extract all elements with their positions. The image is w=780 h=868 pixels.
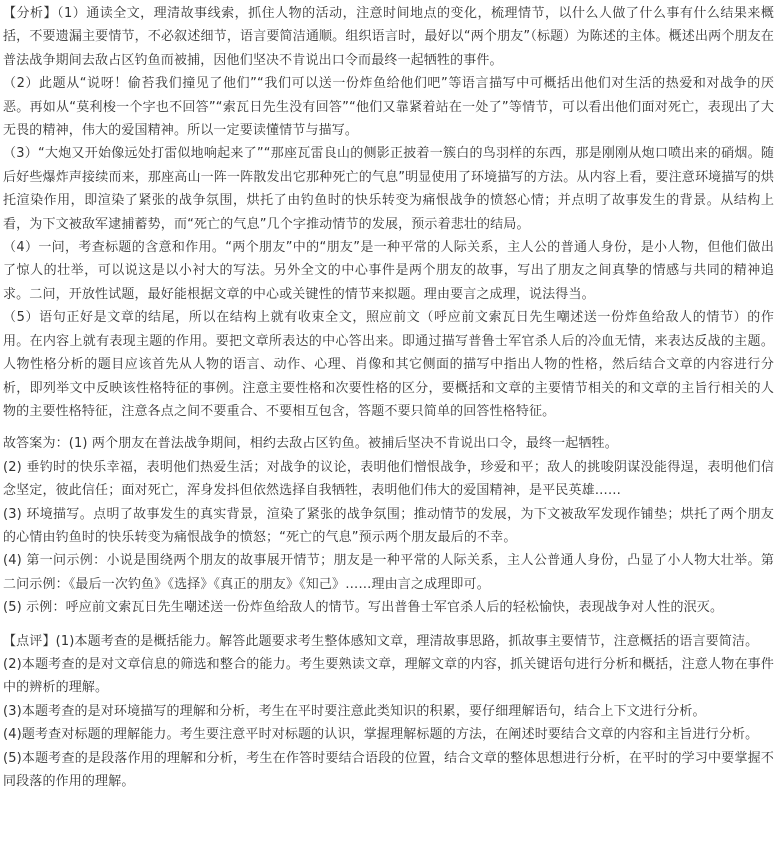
answer-section [3,432,774,619]
section-spacer [3,423,774,432]
comment-paragraph-4: (4)题考查对标题的理解能力。考生要注意平时对标题的认识，掌握理解标题的方法，在阐述时要结合文章的内容和主旨进行分析。 [3,727,759,743]
analysis-paragraph-3: （3）“大炮又开始像远处打雷似地响起来了”“那座瓦雷良山的侧影正披着一簇白的鸟羽样的东西，那是刚刚从炮口喷出来的硝烟。随后好些爆炸声接续而来，那座高山一阵一阵散发出它那种死亡的气息”明显使用了环境描写的方法。从内容上看，要注意环境描写的烘托渲染作用，即渲染了紧张的战争氛围，烘托了由钓鱼时的快乐转变为痛恨战争的愤怒心情；并点明了故事发生的背景。从结构上看，为下文被敌军逮捕蓄势，而“死亡的气息”几个字推动情节的发展，预示着悲壮的结局。 [3,146,774,232]
analysis-paragraph-4: （4）一问，考查标题的含意和作用。“两个朋友”中的“朋友”是一种平常的人际关系，主人公的普通人身份，是小人物，但他们做出了惊人的壮举，可以说这是以小衬大的写法。另外全文的中心事件是两个朋友的故事，写出了朋友之间真挚的情感与共同的精神追求。二问，开放性试题，最好能根据文章的中心或关键性的情节来拟题。理由要言之成理，说法得当。 [3,240,774,302]
answer-paragraph-3: (3) 环境描写。点明了故事发生的真实背景，渲染了紧张的战争氛围；推动情节的发展，为下文被敌军发现作铺垫；烘托了两个朋友的心情由钓鱼时的快乐转变为痛恨战争的愤怒；“死亡的气息”预示两个朋友最后的不幸。 [3,506,774,545]
comment-paragraph-2: (2)本题考查的是对文章信息的筛选和整合的能力。考生要熟读文章，理解文章的内容，抓关键语句进行分析和概括，注意人物在事件中的辨析的理解。 [3,656,774,696]
analysis-section [3,2,774,423]
comment-section [3,630,774,794]
analysis-paragraph-5: （5）语句正好是文章的结尾，所以在结构上就有收束全文，照应前文（呼应前文索瓦日先生嘲述送一份炸鱼给敌人的情节）的作用。在内容上就有表现主题的作用。要把文章所表达的中心答出来。即通过描写普鲁士军官杀人后的冷血无情，来表达反战的主题。人物性格分析的题目应该首先从人物的语言、动作、心理、肖像和其它侧面的描写中指出人物的性格，然后结合文章的内容进行分析，即列举文中反映该性格特征的事例。注意主要性格和次要性格的区分，要概括和文章的主要情节相关的和文章的主旨行相关的人物的主要性格特征，注意各点之间不要重合、不要相互包含，答题不要只简单的回答性格特征。 [3,310,774,419]
analysis-paragraph-2: （2）此题从“说呀！偷苔我们撞见了他们”“我们可以送一份炸鱼给他们吧”等语言描写中可概括出他们对生活的热爱和对战争的厌恶。再如从“莫利梭一个字也不回答”“索瓦日先生没有回答”“他们又靠紧着站在一处了”等情节，可以看出他们面对死亡，表现出了大无畏的精神，伟大的爱国精神。所以一定要读懂情节与描写。 [3,76,774,139]
analysis-paragraph-1: 【分析】（1）通读全文，理清故事线索，抓住人物的活动，注意时间地点的变化，梳理情节，以什么人做了什么事有什么结果来概括，不要遗漏主要情节，不必叙述细节，语言要简洁通顺。组织语言时，最好以“两个朋友”（标题）为陈述的主体。概述出两个朋友在普法战争期间去敌占区钓鱼而被捕，因他们坚决不肯说出口令而最终一起牺牲的事件。 [3,6,774,68]
answer-paragraph-4: (4) 第一问示例：小说是围绕两个朋友的故事展开情节；朋友是一种平常的人际关系，主人公普通人身份，凸显了小人物大壮举。第二问示例：《最后一次钓鱼》《选择》《真正的朋友》《知己》……理由言之成理即可。 [3,553,774,592]
comment-paragraph-3: (3)本题考查的是对环境描写的理解和分析，考生在平时要注意此类知识的积累，要仔细理解语句，结合上下文进行分析。 [3,703,706,719]
answer-paragraph-2: (2) 垂钓时的快乐幸福，表明他们热爱生活；对战争的议论，表明他们憎恨战争，珍爱和平；敌人的挑唆阴谋没能得逞，表明他们信念坚定，彼此信任；面对死亡，浑身发抖但依然选择自我牺牲，表明他们伟大的爱国精神，是平民英雄…… [3,459,774,499]
answer-paragraph-5: (5) 示例：呼应前文索瓦日先生嘲述送一份炸鱼给敌人的情节。写出普鲁士军官杀人后的轻松愉快，表现战争对人性的泯灭。 [3,600,724,616]
section-spacer [3,620,774,630]
comment-paragraph-5: (5)本题考查的是段落作用的理解和分析，考生在作答时要结合语段的位置，结合文章的整体思想进行分析，在平时的学习中要掌握不同段落的作用的理解。 [3,750,774,789]
answer-paragraph-1: 故答案为：(1) 两个朋友在普法战争期间，相约去敌占区钓鱼。被捕后坚决不肯说出口令，最终一起牺牲。 [3,436,618,452]
comment-paragraph-1: 【点评】(1)本题考查的是概括能力。解答此题要求考生整体感知文章，理清故事思路，抓故事主要情节，注意概括的语言要简洁。 [3,633,759,649]
